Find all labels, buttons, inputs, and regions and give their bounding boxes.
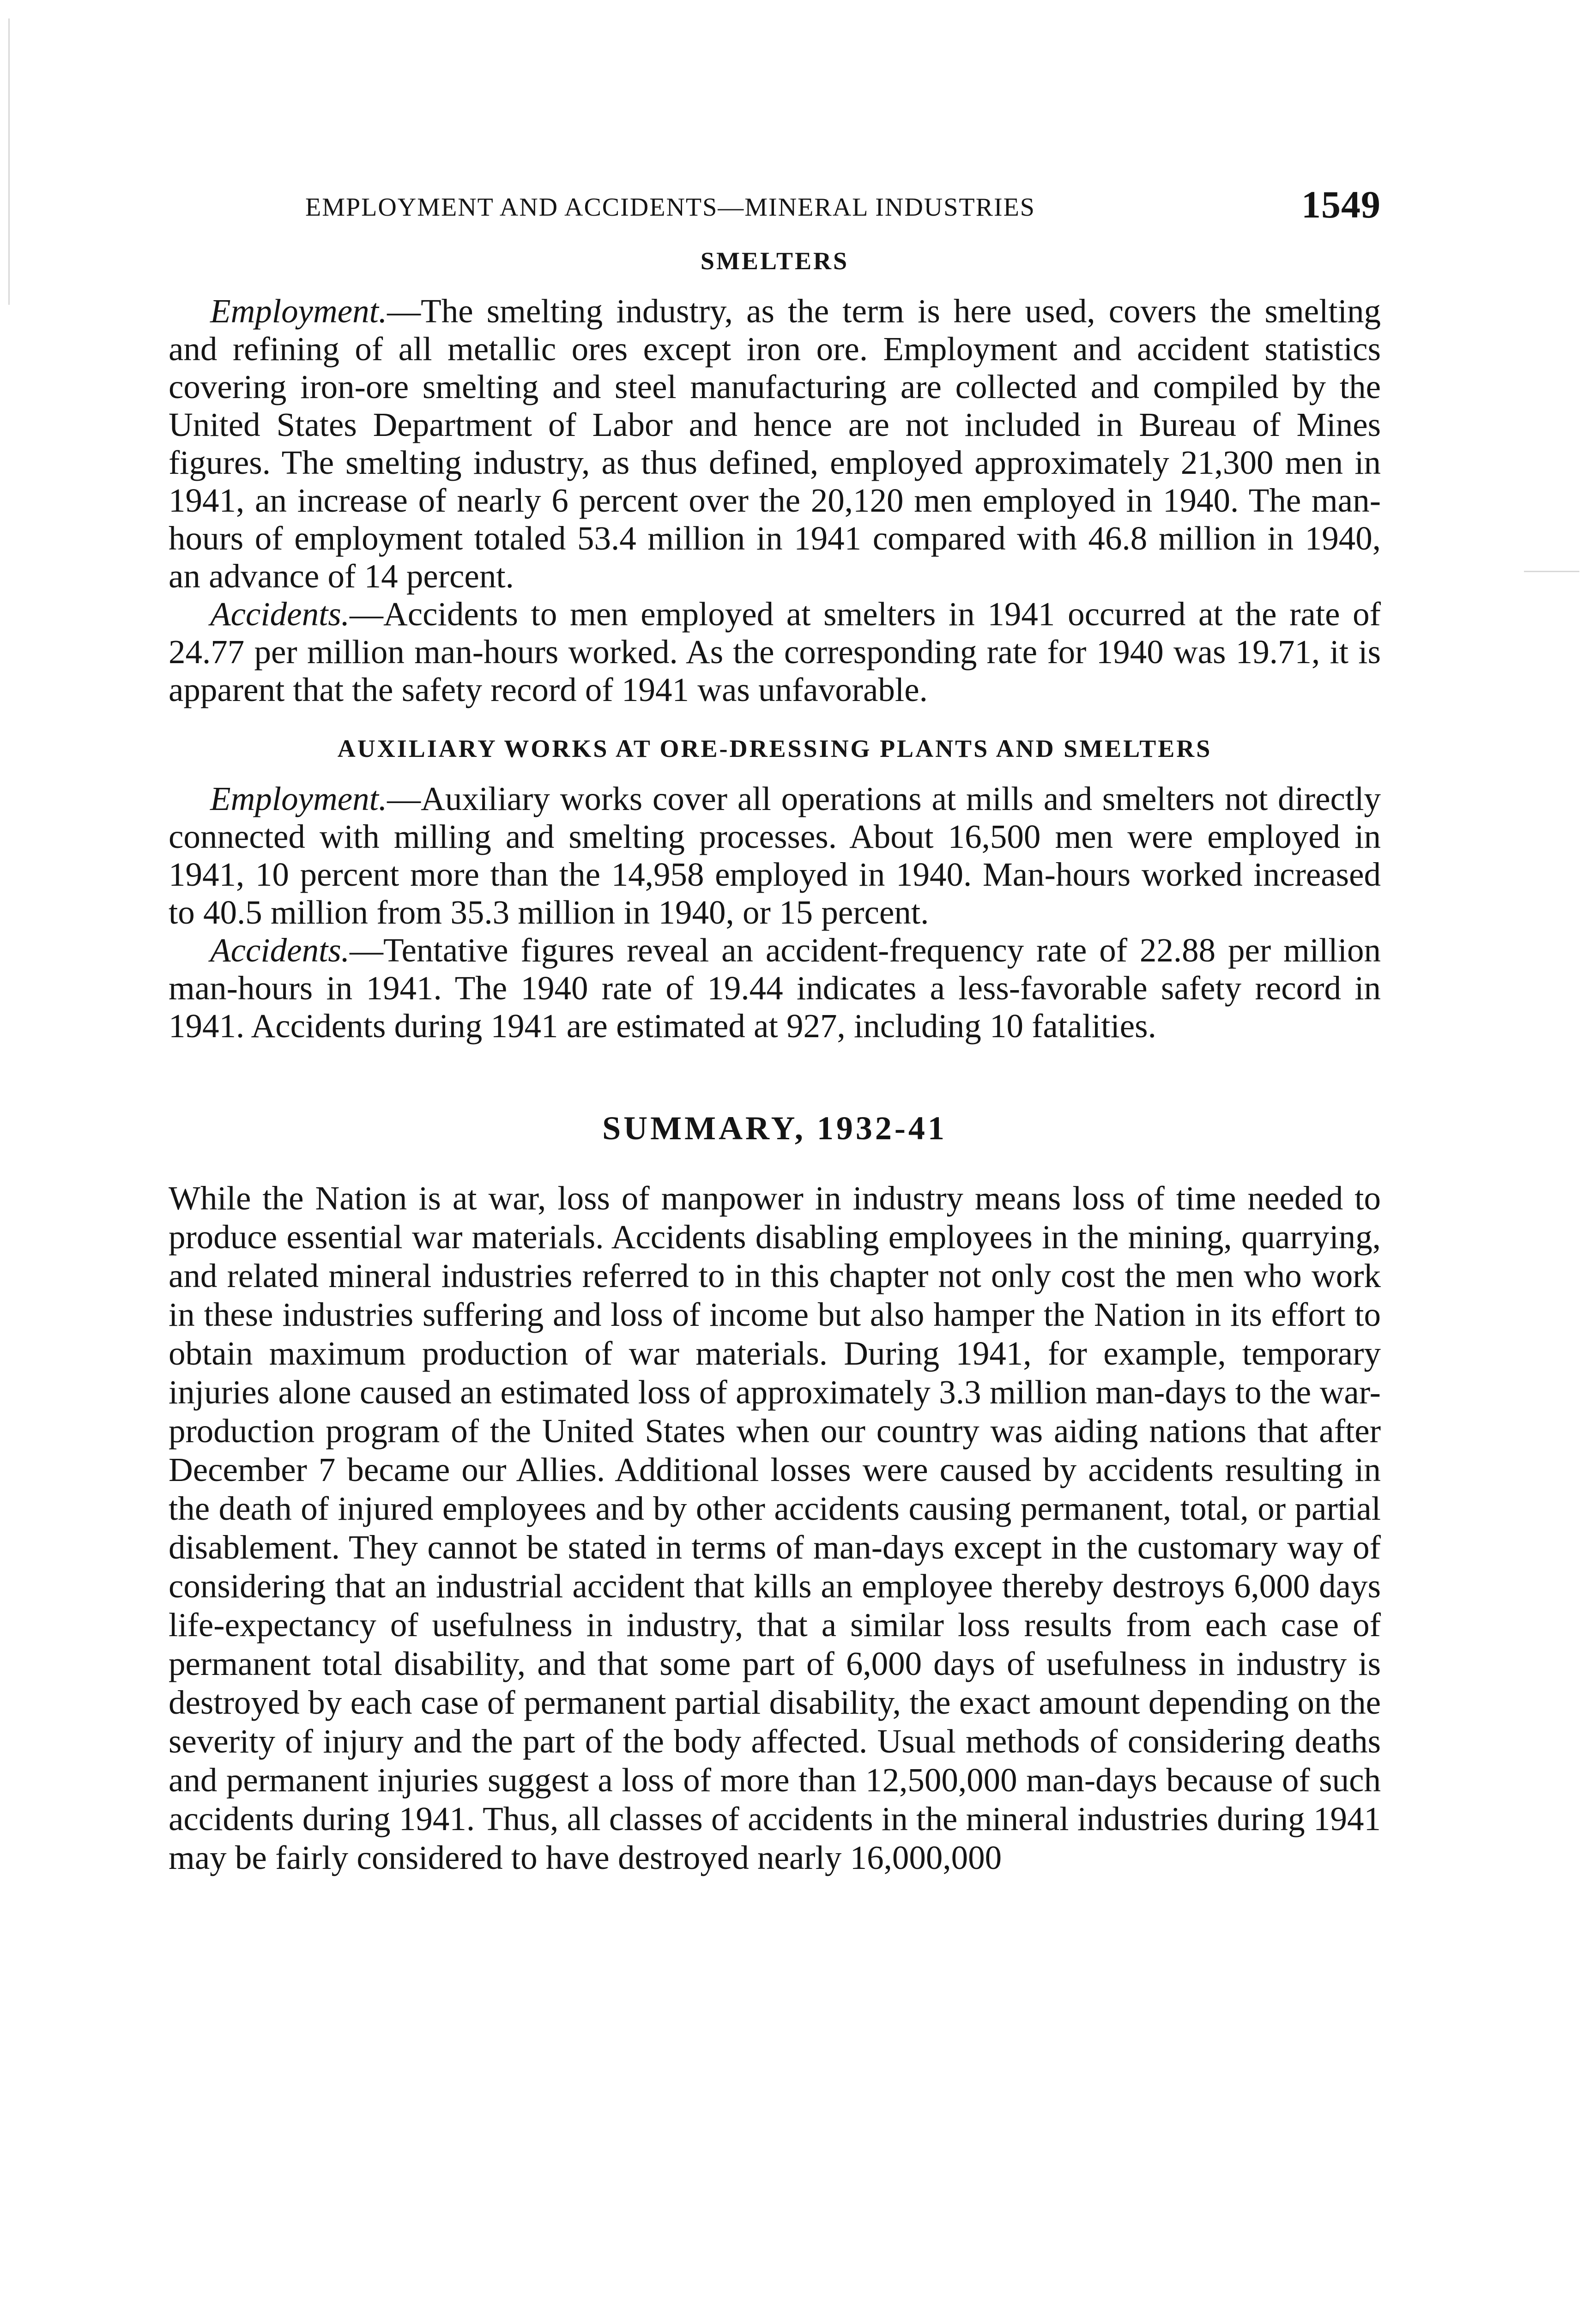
page-number: 1549 bbox=[1301, 183, 1381, 226]
paragraph-text: —Tentative figures reveal an accident-frequency rate of 22.88 per million man-hours in 1941. The 1940 rate of 19.44 indicates a less-favorable safety record in 1941. Accidents during 1941 are estimated at 927, including 10 fatalities. bbox=[169, 931, 1381, 1045]
running-head bbox=[169, 182, 1381, 233]
book-page bbox=[169, 182, 1381, 1877]
section-auxiliary-works bbox=[169, 735, 1381, 1045]
running-head-title: EMPLOYMENT AND ACCIDENTS—MINERAL INDUSTRIES bbox=[305, 193, 1035, 222]
paragraph-employment bbox=[169, 292, 1381, 595]
section-heading: SMELTERS bbox=[700, 247, 849, 275]
paragraph-lead: Accidents. bbox=[210, 595, 350, 633]
paragraph-lead: Accidents. bbox=[210, 931, 350, 969]
scan-edge-mark bbox=[8, 18, 10, 305]
paragraph-lead: Employment. bbox=[210, 780, 387, 817]
section-smelters bbox=[169, 247, 1381, 709]
paragraph-lead: Employment. bbox=[210, 292, 387, 330]
scan-edge-mark bbox=[1524, 571, 1579, 572]
paragraph-employment bbox=[169, 780, 1381, 931]
section-summary bbox=[169, 1110, 1381, 1877]
section-heading: SUMMARY, 1932-41 bbox=[602, 1110, 947, 1147]
section-heading: AUXILIARY WORKS AT ORE-DRESSING PLANTS AND SMELTERS bbox=[337, 735, 1212, 762]
paragraph-accidents bbox=[169, 931, 1381, 1045]
paragraph-summary: While the Nation is at war, loss of manpower in industry means loss of time needed to produce essential war materials. Accidents disabling employees in the mining, quarrying, and related mineral industries referred to in this chapter not only cost the men who work in these industries suffering and loss of income but also hamper the Nation in its effort to obtain maximum production of war materials. During 1941, for example, temporary injuries alone caused an estimated loss of approximately 3.3 million man-days to the war-production program of the United States when our country was aiding nations that after December 7 became our Allies. Additional losses were caused by accidents resulting in the death of injured employees and by other accidents causing permanent, total, or partial disablement. They cannot be stated in terms of man-days except in the customary way of considering that an industrial accident that kills an employee thereby destroys 6,000 days life-expectancy of usefulness in industry, that a similar loss results from each case of permanent total disability, and that some part of 6,000 days of usefulness in industry is destroyed by each case of permanent partial disability, the exact amount depending on the severity of injury and the part of the body affected. Usual methods of considering deaths and permanent injuries suggest a loss of more than 12,500,000 man-days because of such accidents during 1941. Thus, all classes of accidents in the mineral industries during 1941 may be fairly considered to have destroyed nearly 16,000,000 bbox=[169, 1179, 1381, 1876]
paragraph-text: —Auxiliary works cover all operations at mills and smelters not directly connected with milling and smelting processes. About 16,500 men were employed in 1941, 10 percent more than the 14,958 employed in 1940. Man-hours worked increased to 40.5 million from 35.3 million in 1940, or 15 percent. bbox=[169, 780, 1381, 931]
paragraph-text: —The smelting industry, as the term is here used, covers the smelting and refining of all metallic ores except iron ore. Employment and accident statistics covering iron-ore smelting and steel manufacturing are collected and compiled by the United States Department of Labor and hence are not included in Bureau of Mines figures. The smelting industry, as thus defined, employed approximately 21,300 men in 1941, an increase of nearly 6 percent over the 20,120 men employed in 1940. The man-hours of employment totaled 53.4 million in 1941 compared with 46.8 million in 1940, an advance of 14 percent. bbox=[169, 292, 1381, 595]
paragraph-text: —Accidents to men employed at smelters in 1941 occurred at the rate of 24.77 per million man-hours worked. As the corresponding rate for 1940 was 19.71, it is apparent that the safety record of 1941 was unfavorable. bbox=[169, 595, 1381, 708]
paragraph-accidents bbox=[169, 595, 1381, 709]
